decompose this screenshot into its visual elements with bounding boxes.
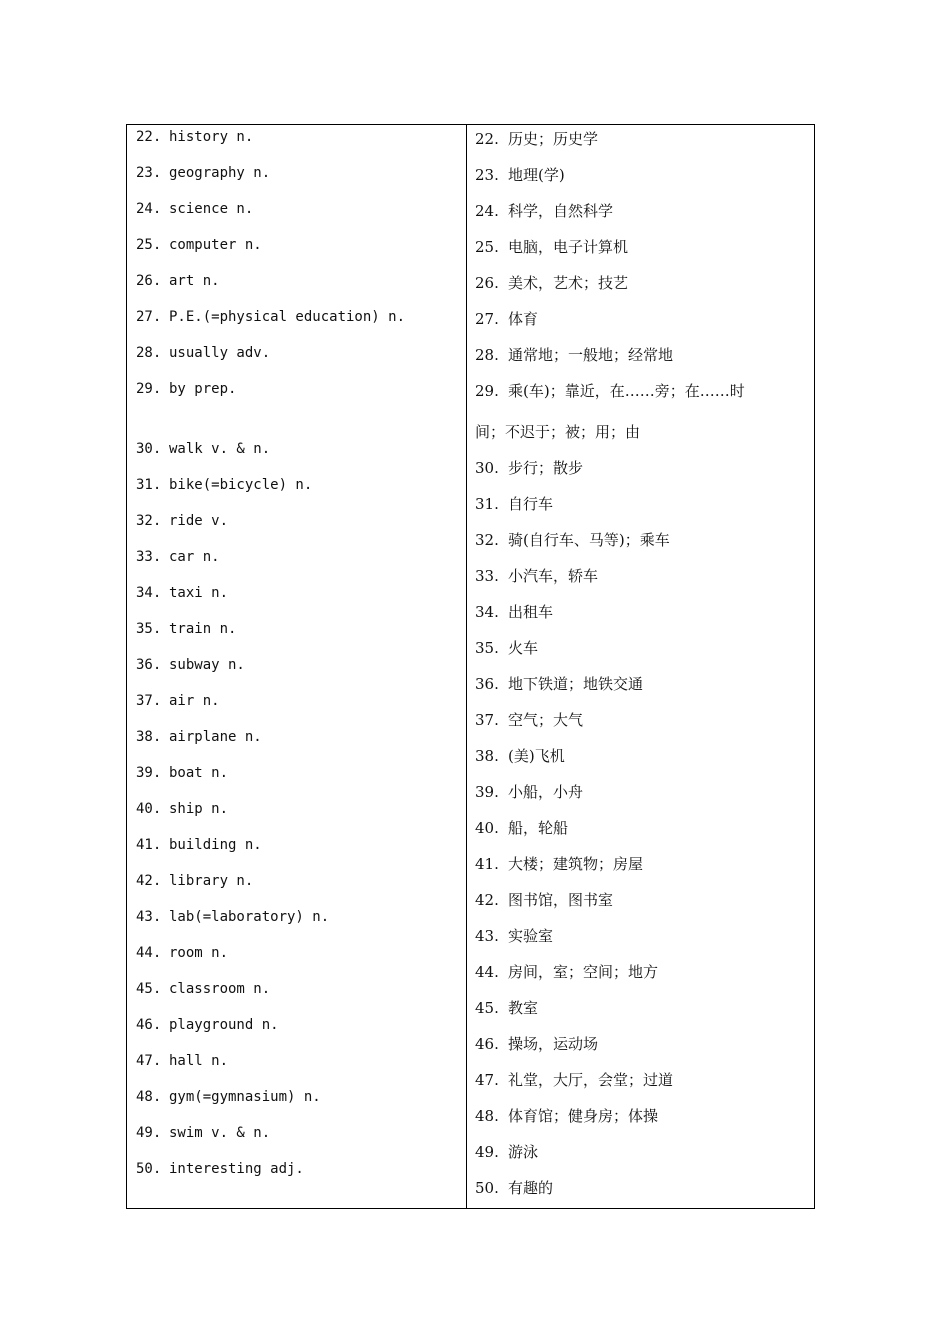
entry-text: playground n. xyxy=(169,1017,279,1033)
entry-number: 50. xyxy=(136,1161,162,1177)
entry-number: 44. xyxy=(475,963,499,981)
english-entry xyxy=(136,945,228,961)
chinese-entry xyxy=(475,781,583,802)
entry-text: 图书馆，图书室 xyxy=(508,891,614,909)
entry-number: 45. xyxy=(136,981,162,997)
entry-number: 28. xyxy=(475,346,499,364)
entry-text: 房间，室；空间；地方 xyxy=(508,963,659,981)
entry-number: 48. xyxy=(475,1107,499,1125)
chinese-entry xyxy=(475,1033,598,1054)
entry-text: science n. xyxy=(169,201,254,217)
entry-number: 50. xyxy=(475,1179,499,1197)
entry-number: 24. xyxy=(136,201,162,217)
entry-text: (美)飞机 xyxy=(508,747,565,765)
entry-text: ship n. xyxy=(169,801,229,817)
entry-number: 26. xyxy=(136,273,162,289)
chinese-entry xyxy=(475,1177,553,1198)
entry-text: P.E.(=physical education) n. xyxy=(169,309,406,325)
chinese-entry xyxy=(475,380,745,401)
entry-number: 47. xyxy=(136,1053,162,1069)
entry-number: 39. xyxy=(136,765,162,781)
english-entry xyxy=(136,513,228,529)
chinese-entry xyxy=(475,457,583,478)
english-entry xyxy=(136,909,329,925)
entry-text: gym(=gymnasium) n. xyxy=(169,1089,321,1105)
entry-text: car n. xyxy=(169,549,220,565)
entry-text: room n. xyxy=(169,945,229,961)
entry-number: 46. xyxy=(136,1017,162,1033)
entry-number: 34. xyxy=(136,585,162,601)
entry-text: 骑(自行车、马等)；乘车 xyxy=(508,531,670,549)
entry-text: 小船，小舟 xyxy=(508,783,584,801)
entry-number: 44. xyxy=(136,945,162,961)
chinese-entry xyxy=(475,961,658,982)
english-entry xyxy=(136,729,262,745)
entry-number: 42. xyxy=(475,891,499,909)
chinese-entry xyxy=(475,200,613,221)
entry-number: 34. xyxy=(475,603,499,621)
entry-text: 电脑，电子计算机 xyxy=(508,238,629,256)
entry-number: 38. xyxy=(475,747,499,765)
english-entry xyxy=(136,1161,304,1177)
chinese-entry xyxy=(475,673,643,694)
entry-text: walk v. & n. xyxy=(169,441,271,457)
entry-number: 42. xyxy=(136,873,162,889)
chinese-entry xyxy=(475,745,565,766)
entry-text: 步行；散步 xyxy=(508,459,584,477)
entry-number: 46. xyxy=(475,1035,499,1053)
english-entry xyxy=(136,837,262,853)
chinese-entry xyxy=(475,1105,658,1126)
chinese-column xyxy=(467,125,814,1208)
entry-text: 小汽车，轿车 xyxy=(508,567,599,585)
entry-text: boat n. xyxy=(169,765,229,781)
english-entry xyxy=(136,873,253,889)
entry-number: 35. xyxy=(136,621,162,637)
entry-number: 22. xyxy=(136,129,162,145)
entry-text: lab(=laboratory) n. xyxy=(169,909,330,925)
entry-text: 操场，运动场 xyxy=(508,1035,599,1053)
entry-number: 37. xyxy=(475,711,499,729)
english-entry xyxy=(136,621,236,637)
entry-text: 间；不迟于；被；用；由 xyxy=(475,423,641,441)
chinese-entry xyxy=(475,1141,538,1162)
chinese-entry xyxy=(475,709,583,730)
entry-text: 教室 xyxy=(508,999,539,1017)
entry-number: 39. xyxy=(475,783,499,801)
vocabulary-table xyxy=(126,124,815,1209)
entry-text: 火车 xyxy=(508,639,539,657)
entry-number: 43. xyxy=(475,927,499,945)
entry-number: 35. xyxy=(475,639,499,657)
chinese-entry xyxy=(475,308,538,329)
chinese-entry xyxy=(475,236,628,257)
chinese-entry xyxy=(475,164,565,185)
entry-number: 43. xyxy=(136,909,162,925)
english-entry xyxy=(136,237,262,253)
english-entry xyxy=(136,1089,321,1105)
english-entry xyxy=(136,657,245,673)
entry-text: 体育 xyxy=(508,310,539,328)
english-entry xyxy=(136,129,253,145)
entry-text: art n. xyxy=(169,273,220,289)
entry-text: 体育馆；健身房；体操 xyxy=(508,1107,659,1125)
entry-text: swim v. & n. xyxy=(169,1125,271,1141)
entry-number: 23. xyxy=(136,165,162,181)
english-entry xyxy=(136,801,228,817)
entry-number: 33. xyxy=(136,549,162,565)
entry-text: subway n. xyxy=(169,657,245,673)
chinese-entry xyxy=(475,529,670,550)
entry-text: computer n. xyxy=(169,237,262,253)
entry-number: 31. xyxy=(136,477,162,493)
entry-text: 自行车 xyxy=(508,495,554,513)
entry-number: 40. xyxy=(475,819,499,837)
english-entry xyxy=(136,1017,279,1033)
entry-text: ride v. xyxy=(169,513,229,529)
entry-number: 24. xyxy=(475,202,499,220)
entry-text: 科学，自然科学 xyxy=(508,202,614,220)
entry-number: 30. xyxy=(475,459,499,477)
entry-text: 有趣的 xyxy=(508,1179,554,1197)
english-entry xyxy=(136,165,270,181)
entry-number: 25. xyxy=(136,237,162,253)
entry-text: air n. xyxy=(169,693,220,709)
entry-text: 美术，艺术；技艺 xyxy=(508,274,629,292)
chinese-entry xyxy=(475,925,553,946)
entry-number: 23. xyxy=(475,166,499,184)
entry-number: 47. xyxy=(475,1071,499,1089)
chinese-entry xyxy=(475,128,598,149)
entry-text: history n. xyxy=(169,129,254,145)
entry-number: 30. xyxy=(136,441,162,457)
chinese-entry xyxy=(475,853,643,874)
english-entry xyxy=(136,477,312,493)
english-entry xyxy=(136,765,228,781)
entry-number: 25. xyxy=(475,238,499,256)
entry-number: 26. xyxy=(475,274,499,292)
entry-text: classroom n. xyxy=(169,981,271,997)
entry-text: 空气；大气 xyxy=(508,711,584,729)
english-entry xyxy=(136,549,220,565)
english-entry xyxy=(136,441,270,457)
entry-number: 27. xyxy=(136,309,162,325)
english-entry xyxy=(136,381,236,397)
chinese-entry xyxy=(475,817,568,838)
entry-text: 船，轮船 xyxy=(508,819,569,837)
entry-text: train n. xyxy=(169,621,237,637)
entry-text: 地理(学) xyxy=(508,166,565,184)
entry-text: building n. xyxy=(169,837,262,853)
english-entry xyxy=(136,1125,270,1141)
entry-number: 29. xyxy=(475,382,499,400)
entry-number: 37. xyxy=(136,693,162,709)
chinese-entry xyxy=(475,601,553,622)
chinese-entry xyxy=(475,637,538,658)
english-entry xyxy=(136,693,220,709)
entry-text: interesting adj. xyxy=(169,1161,304,1177)
chinese-entry xyxy=(475,889,613,910)
entry-number: 38. xyxy=(136,729,162,745)
entry-number: 33. xyxy=(475,567,499,585)
entry-text: airplane n. xyxy=(169,729,262,745)
entry-number: 28. xyxy=(136,345,162,361)
english-entry xyxy=(136,201,253,217)
entry-number: 29. xyxy=(136,381,162,397)
entry-number: 49. xyxy=(475,1143,499,1161)
entry-text: taxi n. xyxy=(169,585,229,601)
entry-number: 31. xyxy=(475,495,499,513)
entry-text: bike(=bicycle) n. xyxy=(169,477,313,493)
entry-number: 32. xyxy=(136,513,162,529)
entry-number: 41. xyxy=(475,855,499,873)
english-entry xyxy=(136,1053,228,1069)
entry-text: 地下铁道；地铁交通 xyxy=(508,675,644,693)
chinese-entry xyxy=(475,421,640,442)
entry-number: 40. xyxy=(136,801,162,817)
entry-text: 乘(车)；靠近，在……旁；在……时 xyxy=(508,382,745,400)
english-entry xyxy=(136,345,270,361)
chinese-entry xyxy=(475,272,628,293)
entry-text: 历史；历史学 xyxy=(508,130,599,148)
entry-number: 36. xyxy=(136,657,162,673)
entry-text: 出租车 xyxy=(508,603,554,621)
english-entry xyxy=(136,981,270,997)
chinese-entry xyxy=(475,493,553,514)
english-entry xyxy=(136,309,405,325)
entry-number: 22. xyxy=(475,130,499,148)
chinese-entry xyxy=(475,997,538,1018)
entry-text: 礼堂，大厅，会堂；过道 xyxy=(508,1071,674,1089)
english-entry xyxy=(136,585,228,601)
entry-number: 45. xyxy=(475,999,499,1017)
chinese-entry xyxy=(475,344,673,365)
entry-number: 27. xyxy=(475,310,499,328)
chinese-entry xyxy=(475,565,598,586)
entry-text: by prep. xyxy=(169,381,237,397)
entry-text: 通常地；一般地；经常地 xyxy=(508,346,674,364)
english-column xyxy=(127,125,467,1208)
entry-number: 48. xyxy=(136,1089,162,1105)
entry-number: 32. xyxy=(475,531,499,549)
entry-text: geography n. xyxy=(169,165,271,181)
entry-text: library n. xyxy=(169,873,254,889)
entry-text: 大楼；建筑物；房屋 xyxy=(508,855,644,873)
english-entry xyxy=(136,273,220,289)
entry-number: 41. xyxy=(136,837,162,853)
entry-number: 36. xyxy=(475,675,499,693)
entry-text: hall n. xyxy=(169,1053,229,1069)
entry-text: 实验室 xyxy=(508,927,554,945)
entry-text: usually adv. xyxy=(169,345,271,361)
chinese-entry xyxy=(475,1069,673,1090)
entry-text: 游泳 xyxy=(508,1143,539,1161)
entry-number: 49. xyxy=(136,1125,162,1141)
